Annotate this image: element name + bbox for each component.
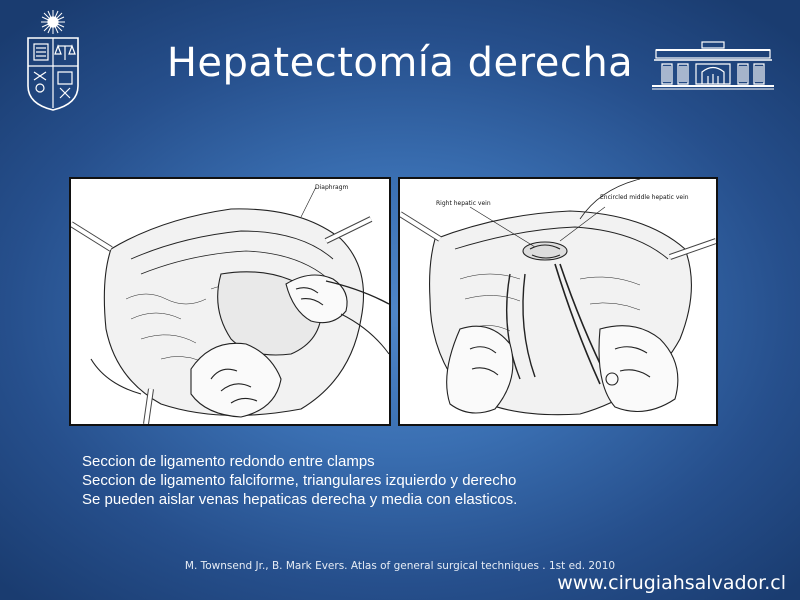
bullet-line: Seccion de ligamento redondo entre clamps	[82, 453, 375, 470]
figure-label: Diaphragm	[315, 184, 349, 191]
slide-title: Hepatectomía derecha	[166, 40, 634, 86]
illustration-drawing-left	[71, 179, 389, 424]
website-url: www.cirugiahsalvador.cl	[557, 572, 786, 594]
illustration-drawing-right	[400, 179, 716, 424]
bullet-line: Se pueden aislar venas hepaticas derecha y media con elasticos.	[82, 491, 518, 508]
bullet-line: Seccion de ligamento falciforme, triangulares izquierdo y derecho	[82, 472, 517, 489]
surgical-illustration-right	[398, 177, 718, 426]
bullet-list	[82, 452, 517, 509]
surgical-illustration-left	[69, 177, 391, 426]
figure-label: Right hepatic vein	[436, 200, 491, 207]
figure-label: Encircled middle hepatic vein	[600, 194, 689, 201]
citation: M. Townsend Jr., B. Mark Evers. Atlas of general surgical techniques . 1st ed. 2010	[184, 560, 616, 572]
